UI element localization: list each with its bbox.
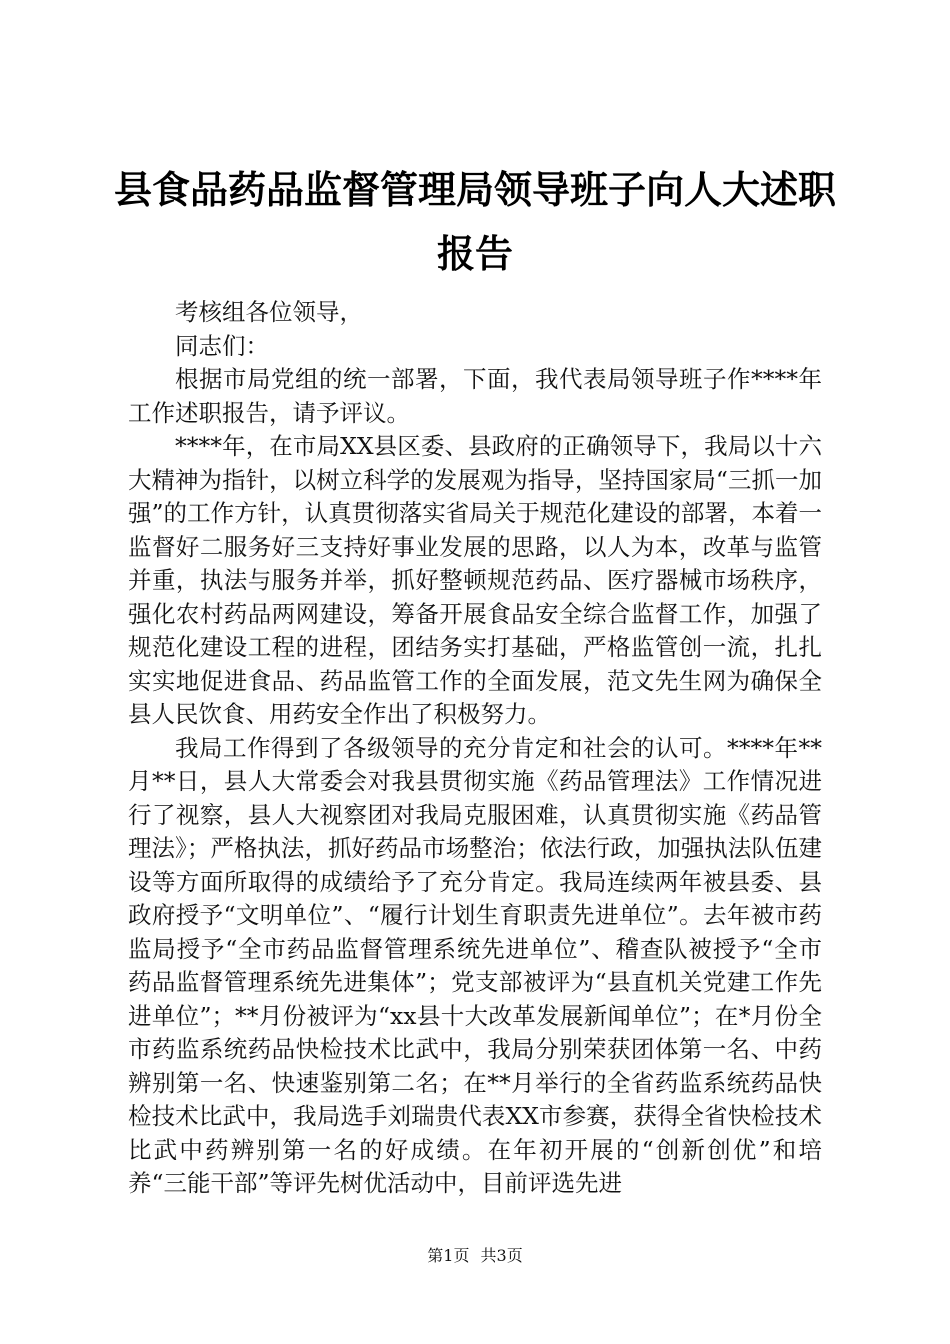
page-title: 县食品药品监督管理局领导班子向人大述职报告 (113, 168, 836, 276)
paragraph-achievements: 我局工作得到了各级领导的充分肯定和社会的认可。****年**月**日，县人大常委会对我县贯彻实施《药品管理法》工作情况进行了视察，县人大视察团对我局克服困难，认真贯彻实施《药品管理法》；严格执法，抓好药品市场整治；依法行政，加强执法队伍建设等方面所取得的成绩给予了充分肯定。我局连续两年被县委、县政府授予“文明单位”、“履行计划生育职责先进单位”。去年被市药监局授予“全市药品监督管理系统先进单位”、稽查队被授予“全市药品监督管理系统先进集体”；党支部被评为“县直机关党建工作先进单位”；**月份被评为“xx县十大改革发展新闻单位”；在*月份全市药监系统药品快检技术比武中，我局分别荣获团体第一名、中药辨别第一名、快速鉴别第二名；在**月举行的全省药监系统药品快检技术比武中，我局选手刘瑞贵代表XX市参赛，获得全省快检技术比武中药辨别第一名的好成绩。在年初开展的“创新创优”和培养“三能干部”等评先树优活动中，目前评选先进 (128, 733, 822, 1197)
paragraph-overview: ****年，在市局XX县区委、县政府的正确领导下，我局以十六大精神为指针，以树立科学的发展观为指导，坚持国家局“三抓一加强”的工作方针，认真贯彻落实省局关于规范化建设的部署，本着一监督好二服务好三支持好事业发展的思路，以人为本，改革与监管并重，执法与服务并举，抓好整顿规范药品、医疗器械市场秩序，强化农村药品两网建设，筹备开展食品安全综合监督工作，加强了规范化建设工程的进程，团结务实打基础，严格监管创一流，扎扎实实地促进食品、药品监管工作的全面发展，范文先生网为确保全县人民饮食、用药安全作出了积极努力。 (128, 432, 822, 728)
paragraph-intro: 根据市局党组的统一部署，下面，我代表局领导班子作****年工作述职报告，请予评议。 (128, 365, 822, 427)
salutation-leaders: 考核组各位领导， (175, 298, 363, 326)
page-total: 共3页 (480, 1246, 523, 1265)
page-footer (0, 1243, 950, 1266)
document-body (128, 296, 822, 1201)
salutation-comrades: 同志们： (175, 331, 269, 360)
page-number: 第1页 (427, 1246, 470, 1265)
